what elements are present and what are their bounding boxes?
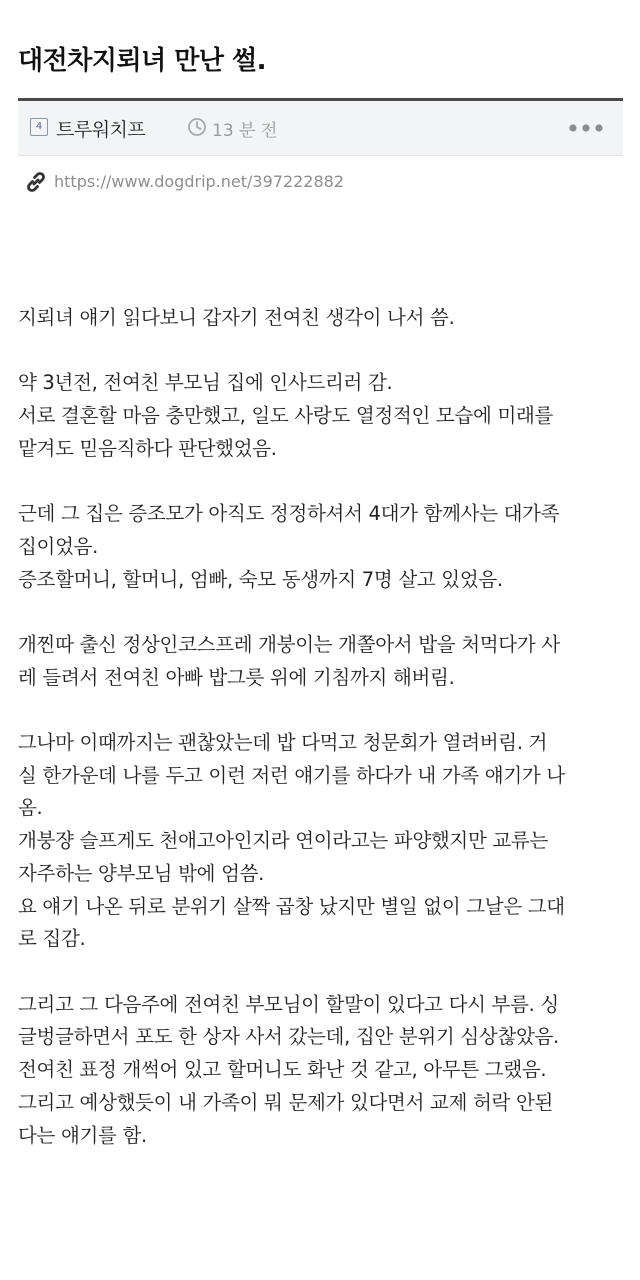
link-icon bbox=[24, 170, 48, 194]
body-text-line: 로 집감. bbox=[18, 927, 86, 951]
body-text-line: 전여친 표정 개썩어 있고 할머니도 화난 것 같고, 아무튼 그랬음. bbox=[18, 1058, 547, 1082]
body-text-line: 옴. bbox=[18, 796, 43, 820]
body-text-line: 그리고 예상했듯이 내 가족이 뭐 문제가 있다면서 교제 허락 안된 bbox=[18, 1090, 554, 1114]
body-text-line: 증조할머니, 할머니, 엄빠, 숙모 동생까지 7명 살고 있었음. bbox=[18, 567, 503, 591]
body-text-line: 레 들려서 전여친 아빠 밥그릇 위에 기침까지 해버림. bbox=[18, 665, 455, 689]
body-text-line: 실 한가운데 나를 두고 이런 저런 얘기를 하다가 내 가족 얘기가 나 bbox=[18, 763, 565, 787]
post-time: 13 분 전 bbox=[212, 121, 278, 141]
body-paragraph bbox=[18, 629, 628, 694]
body-text-line: 요 얘기 나온 뒤로 분위기 살짝 곱창 났지만 별일 없이 그날은 그대 bbox=[18, 894, 565, 918]
more-options-icon[interactable] bbox=[569, 124, 603, 132]
author-name[interactable]: 트루워치프 bbox=[56, 119, 146, 141]
body-text-line: 맡겨도 믿음직하다 판단했었음. bbox=[18, 436, 277, 460]
body-paragraph bbox=[18, 727, 628, 956]
author-level-icon: 4 bbox=[30, 118, 48, 136]
post-title: 대전차지뢰녀 만난 썰. bbox=[18, 46, 267, 76]
body-text-line: 근데 그 집은 증조모가 아직도 정정하셔서 4대가 함께사는 대가족 bbox=[18, 502, 560, 526]
body-text-line: 약 3년전, 전여친 부모님 집에 인사드리러 감. bbox=[18, 371, 393, 395]
body-text-line: 서로 결혼할 마음 충만했고, 일도 사랑도 열정적인 모습에 미래를 bbox=[18, 404, 554, 428]
body-paragraph bbox=[18, 498, 628, 596]
body-paragraph bbox=[18, 302, 628, 335]
body-text-line: 지뢰녀 얘기 읽다보니 갑자기 전여친 생각이 나서 씀. bbox=[18, 306, 455, 329]
body-text-line: 그리고 그 다음주에 전여친 부모님이 할말이 있다고 다시 부름. 싱 bbox=[18, 992, 559, 1016]
post-body bbox=[18, 302, 628, 1185]
clock-icon bbox=[187, 117, 207, 137]
body-text-line: 다는 얘기를 함. bbox=[18, 1123, 147, 1147]
body-text-line: 자주하는 양부모님 밖에 엄씀. bbox=[18, 861, 265, 885]
post-url-link[interactable]: https://www.dogdrip.net/397222882 bbox=[54, 172, 345, 191]
body-text-line: 집이었음. bbox=[18, 534, 99, 558]
body-text-line: 글벙글하면서 포도 한 상자 사서 갔는데, 집안 분위기 심상찮았음. bbox=[18, 1025, 559, 1049]
body-text-line: 개찐따 출신 정상인코스프레 개붕이는 개쫄아서 밥을 처먹다가 사 bbox=[18, 632, 560, 656]
body-paragraph bbox=[18, 989, 628, 1153]
body-paragraph bbox=[18, 367, 628, 465]
post-meta-bar bbox=[18, 101, 623, 156]
body-text-line: 그나마 이때까지는 괜찮았는데 밥 다먹고 청문회가 열려버림. 거 bbox=[18, 731, 548, 755]
body-text-line: 개붕쟝 슬프게도 천애고아인지라 연이라고는 파양했지만 교류는 bbox=[18, 829, 548, 853]
